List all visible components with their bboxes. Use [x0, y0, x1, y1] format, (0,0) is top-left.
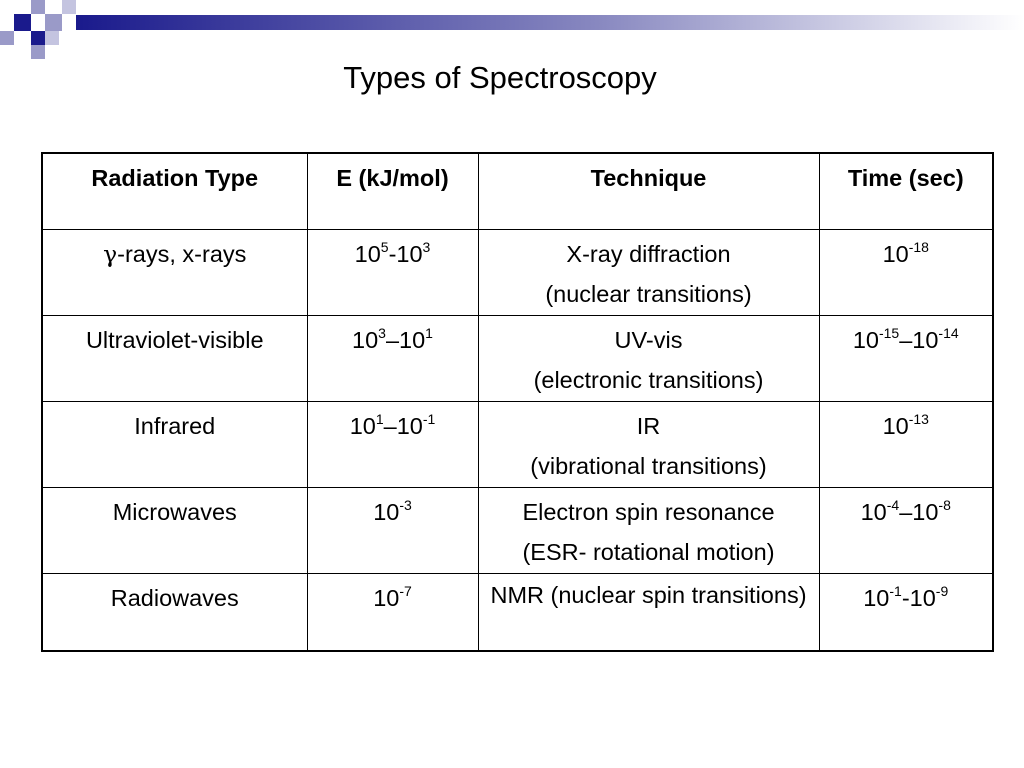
deco-square-light-5 — [45, 31, 59, 45]
header-energy: E (kJ/mol) — [307, 153, 478, 229]
cell-technique: UV-vis (electronic transitions) — [478, 315, 819, 401]
cell-radiation: Microwaves — [42, 487, 307, 573]
cell-technique: NMR (nuclear spin transitions) — [478, 573, 819, 651]
gamma-symbol: γ — [103, 239, 118, 268]
header-technique: Technique — [478, 153, 819, 229]
spectroscopy-table — [41, 152, 994, 652]
deco-square-light-6 — [31, 45, 45, 59]
cell-technique: Electron spin resonance (ESR- rotational motion) — [478, 487, 819, 573]
cell-radiation: Infrared — [42, 401, 307, 487]
deco-square-light-2 — [31, 0, 45, 14]
cell-radiation: Ultraviolet-visible — [42, 315, 307, 401]
cell-technique: X-ray diffraction (nuclear transitions) — [478, 229, 819, 315]
cell-time: $10^{-1}-10^{-9}$ — [819, 573, 993, 651]
cell-time: $10^{-18}$ — [819, 229, 993, 315]
table-row — [42, 573, 993, 651]
cell-radiation: Radiowaves — [42, 573, 307, 651]
cell-energy: $10^5-10^3$ — [307, 229, 478, 315]
deco-square-dark-1 — [14, 14, 31, 31]
cell-time: $10^{-4}-10^{-8}$ — [819, 487, 993, 573]
slide-title: Types of Spectroscopy — [343, 60, 657, 95]
cell-energy: $10^3-10^1$ — [307, 315, 478, 401]
header-gradient-bar — [76, 15, 1024, 30]
table-header-row — [42, 153, 993, 229]
header-radiation-type: Radiation Type — [42, 153, 307, 229]
table-row — [42, 401, 993, 487]
header-decoration — [0, 0, 1024, 62]
table-row — [42, 487, 993, 573]
table-row — [42, 229, 993, 315]
cell-radiation: γ-rays, x-rays — [42, 229, 307, 315]
deco-square-light-3 — [45, 14, 62, 31]
cell-technique: IR (vibrational transitions) — [478, 401, 819, 487]
header-time: Time (sec) — [819, 153, 993, 229]
deco-square-light-1 — [0, 31, 14, 45]
cell-energy: $10^{-3}$ — [307, 487, 478, 573]
deco-square-dark-2 — [31, 31, 45, 45]
cell-time: $10^{-13}$ — [819, 401, 993, 487]
cell-energy: $10^{-7}$ — [307, 573, 478, 651]
cell-energy: $10^1-10^{-1}$ — [307, 401, 478, 487]
table-row — [42, 315, 993, 401]
deco-square-light-4 — [62, 0, 76, 14]
cell-time: $10^{-15}-10^{-14}$ — [819, 315, 993, 401]
